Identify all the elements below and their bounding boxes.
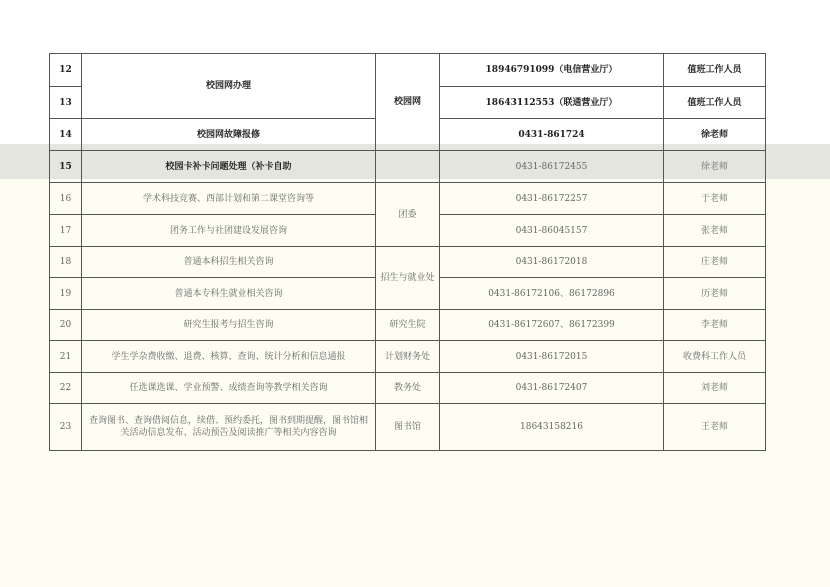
phone-number: 0431-86045157 [440,215,664,247]
service-item: 查询图书、查询借阅信息，续借、预约委托，图书到期提醒，图书馆相关活动信息发布、活动预告及阅读推广等相关内容咨询 [82,404,376,451]
row-index: 22 [50,373,82,404]
contact-person: 于老师 [664,183,766,215]
table-row [50,151,766,183]
phone-number: 0431-86172018 [440,247,664,278]
table-row [50,373,766,404]
phone-number: 18946791099（电信营业厅） [440,54,664,87]
contact-person: 徐老师 [664,119,766,151]
service-item: 团务工作与社团建设发展咨询 [82,215,376,247]
row-index: 14 [50,119,82,151]
row-index: 15 [50,151,82,183]
department: 校园网 [376,54,440,151]
phone-number: 0431-86172407 [440,373,664,404]
department: 图书馆 [376,404,440,451]
phone-number: 18643112553（联通营业厅） [440,87,664,119]
contact-person: 徐老师 [664,151,766,183]
row-index: 16 [50,183,82,215]
table-row [50,54,766,87]
contact-person: 王老师 [664,404,766,451]
row-index: 18 [50,247,82,278]
row-index: 23 [50,404,82,451]
department: 研究生院 [376,310,440,341]
service-item: 任选课选课、学业预警、成绩查询等教学相关咨询 [82,373,376,404]
contact-person: 值班工作人员 [664,54,766,87]
contact-person: 张老师 [664,215,766,247]
table-row [50,341,766,373]
row-index: 19 [50,278,82,310]
phone-number: 18643158216 [440,404,664,451]
phone-number: 0431-86172015 [440,341,664,373]
service-item: 学术科技竞赛、西部计划和第二课堂咨询等 [82,183,376,215]
department: 教务处 [376,373,440,404]
service-item: 普通本专科生就业相关咨询 [82,278,376,310]
department: 团委 [376,183,440,247]
contact-person: 刘老师 [664,373,766,404]
service-item: 学生学杂费收缴、退费、核算、查询、统计分析和信息通报 [82,341,376,373]
row-index: 12 [50,54,82,87]
phone-number: 0431-86172455 [440,151,664,183]
department-empty [376,151,440,183]
service-item: 研究生报考与招生咨询 [82,310,376,341]
contact-person: 历老师 [664,278,766,310]
table-row [50,404,766,451]
department: 计划财务处 [376,341,440,373]
table-row [50,310,766,341]
service-item: 校园网办理 [82,54,376,119]
phone-number: 0431-86172257 [440,183,664,215]
service-item: 校园卡补卡问题处理（补卡自助 [82,151,376,183]
contact-person: 值班工作人员 [664,87,766,119]
row-index: 20 [50,310,82,341]
row-index: 13 [50,87,82,119]
contact-table [49,53,766,451]
phone-number: 0431-861724 [440,119,664,151]
department: 招生与就业处 [376,247,440,310]
row-index: 17 [50,215,82,247]
service-item: 校园网故障报修 [82,119,376,151]
contact-person: 收费科工作人员 [664,341,766,373]
phone-number: 0431-86172607、86172399 [440,310,664,341]
contact-person: 庄老师 [664,247,766,278]
table-row [50,183,766,215]
row-index: 21 [50,341,82,373]
service-item: 普通本科招生相关咨询 [82,247,376,278]
table-row [50,247,766,278]
contact-person: 李老师 [664,310,766,341]
phone-number: 0431-86172106、86172896 [440,278,664,310]
